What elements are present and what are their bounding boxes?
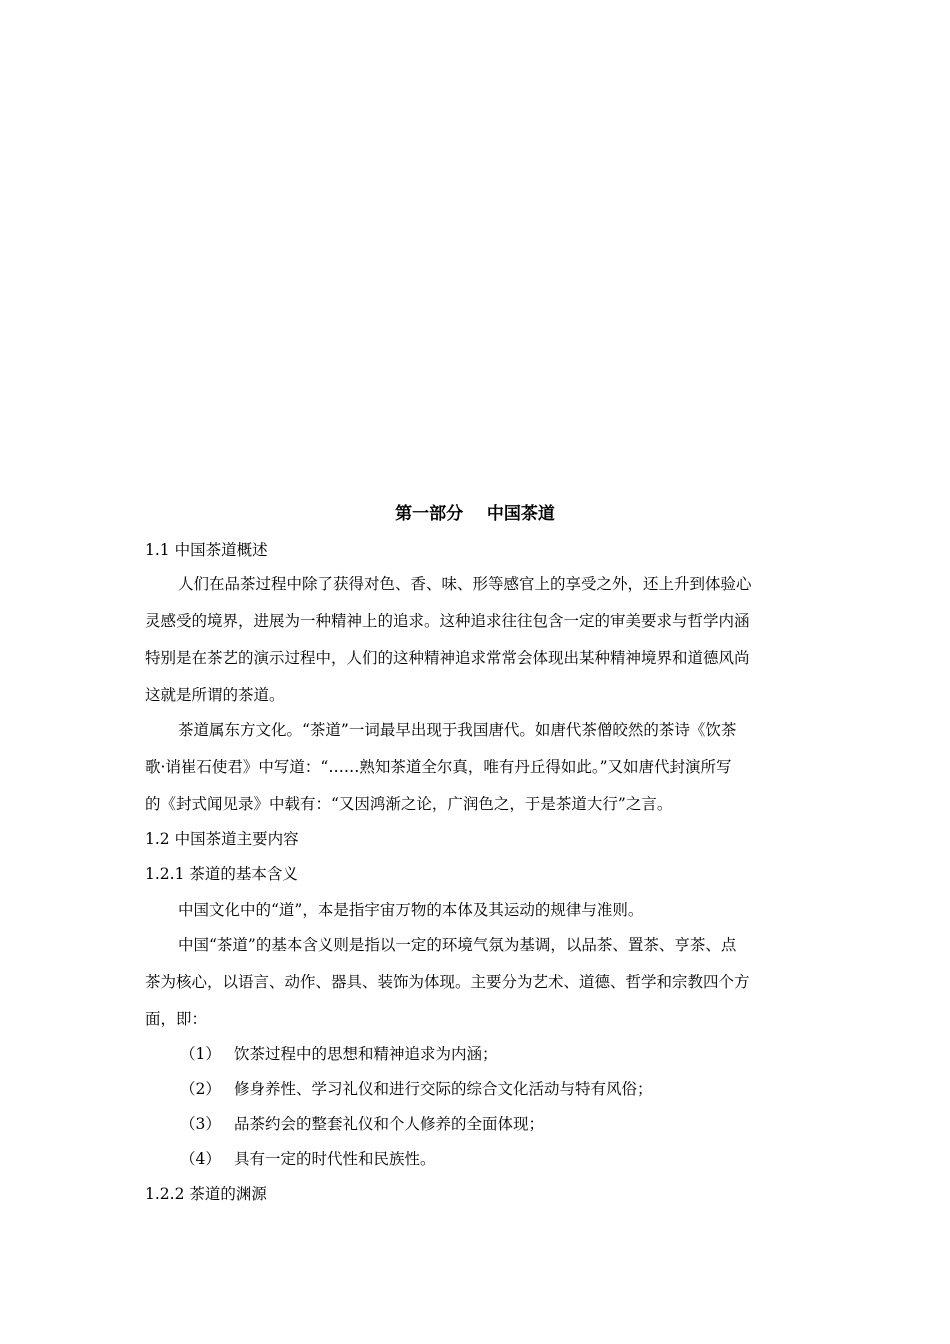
paragraph-line: 中国“茶道”的基本含义则是指以一定的环境气氛为基调，以品茶、置茶、亨茶、点	[178, 936, 737, 954]
list-item-number: （1）	[180, 1045, 221, 1063]
section-heading-1-1: 1.1 中国茶道概述	[145, 541, 268, 559]
paragraph-line: 灵感受的境界，进展为一种精神上的追求。这种追求往往包含一定的审美要求与哲学内涵	[145, 612, 750, 630]
list-item-text: 品茶约会的整套礼仪和个人修养的全面体现；	[234, 1115, 545, 1133]
list-item-text: 具有一定的时代性和民族性。	[234, 1150, 436, 1168]
page-title: 第一部分 中国茶道	[395, 504, 555, 524]
list-item-text: 修身养性、学习礼仪和进行交际的综合文化活动与特有风俗；	[234, 1080, 653, 1098]
section-heading-1-2: 1.2 中国茶道主要内容	[145, 830, 299, 848]
section-heading-1-2-1: 1.2.1 茶道的基本含义	[145, 865, 298, 883]
paragraph-line: 人们在品茶过程中除了获得对色、香、味、形等感官上的享受之外，还上升到体验心	[178, 575, 752, 593]
paragraph-line: 歌·诮崔石使君》中写道：“……熟知茶道全尔真，唯有丹丘得如此。”又如唐代封演所写	[145, 758, 732, 776]
list-item-number: （4）	[180, 1150, 221, 1168]
list-item-number: （3）	[180, 1115, 221, 1133]
list-item-number: （2）	[180, 1080, 221, 1098]
list-item-text: 饮茶过程中的思想和精神追求为内涵；	[234, 1045, 498, 1063]
paragraph-line: 面，即：	[145, 1010, 208, 1028]
paragraph-line: 特别是在茶艺的演示过程中，人们的这种精神追求常常会体现出某种精神境界和道德风尚	[145, 649, 750, 667]
paragraph-line: 这就是所谓的茶道。	[145, 686, 285, 704]
paragraph-line: 茶道属东方文化。“茶道”一词最早出现于我国唐代。如唐代茶僧皎然的茶诗《饮茶	[178, 721, 737, 739]
paragraph-line: 的《封式闻见录》中载有：“又因鸿渐之论，广润色之，于是茶道大行”之言。	[145, 795, 673, 813]
paragraph-line: 中国文化中的“道”，本是指宇宙万物的本体及其运动的规律与准则。	[178, 901, 644, 919]
section-heading-1-2-2: 1.2.2 茶道的渊源	[145, 1185, 267, 1203]
paragraph-line: 茶为核心，以语言、动作、器具、装饰为体现。主要分为艺术、道德、哲学和宗教四个方	[145, 973, 750, 991]
